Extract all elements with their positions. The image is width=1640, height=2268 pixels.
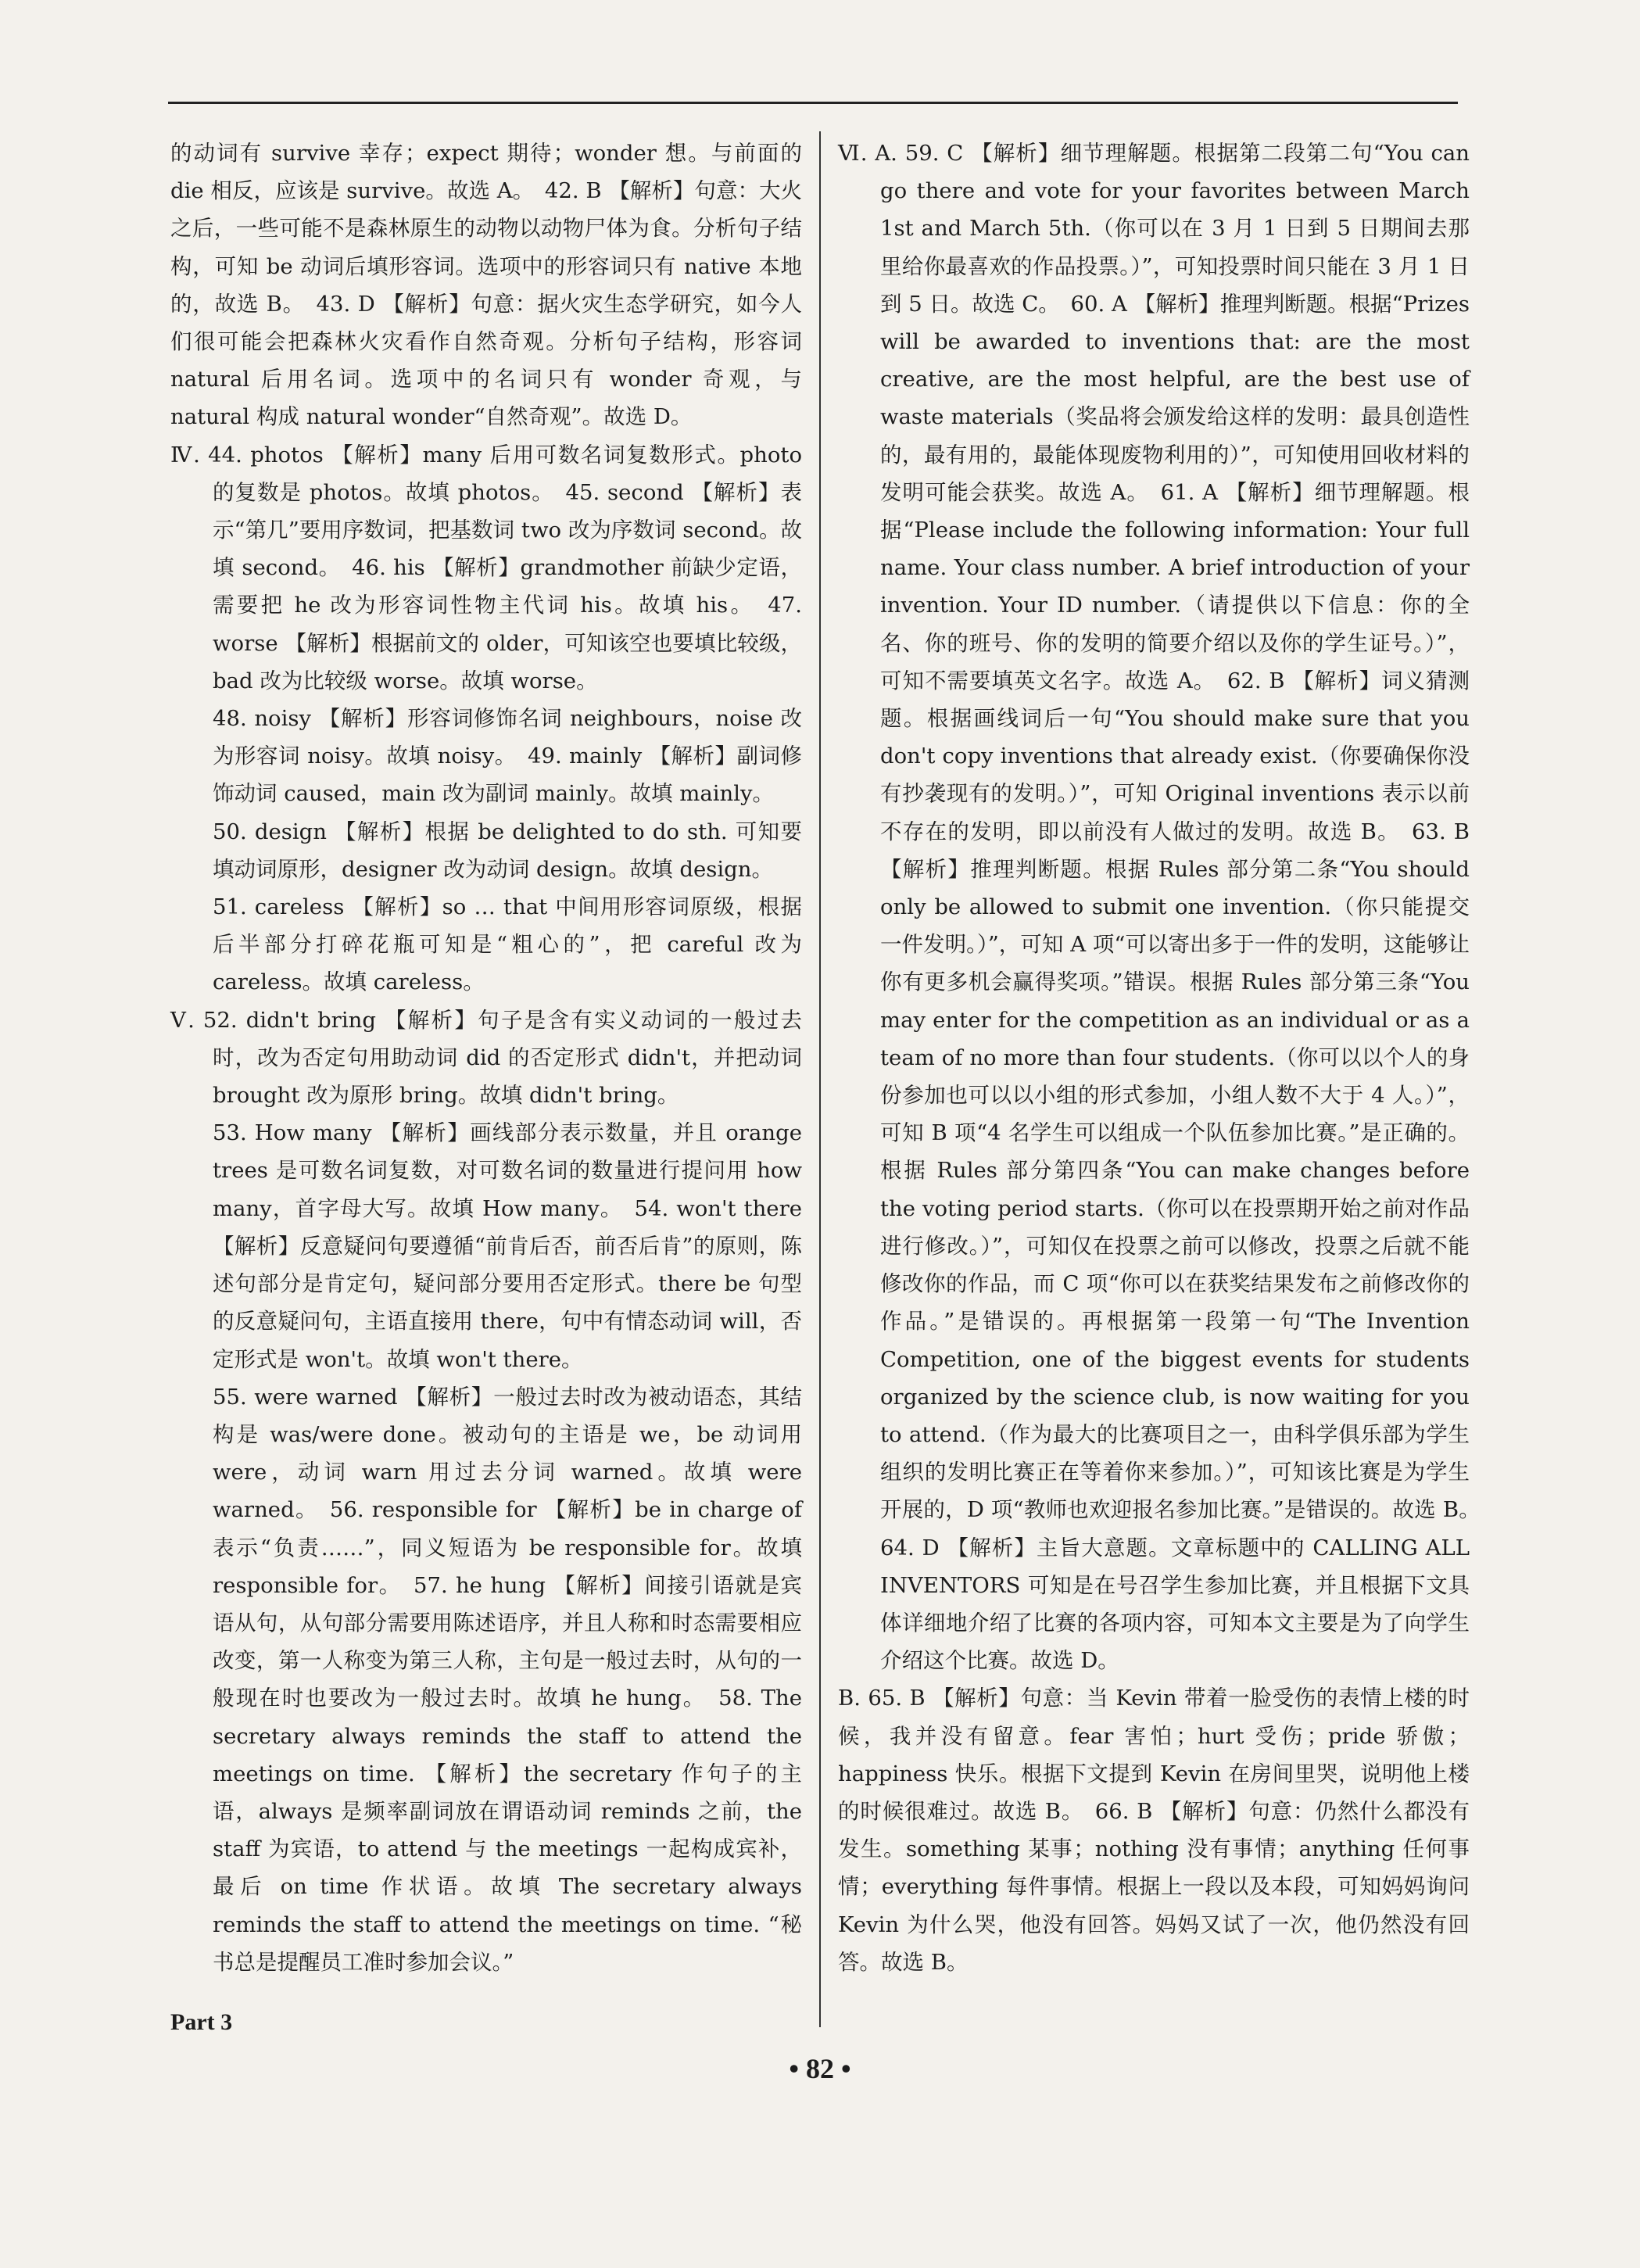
answer-paragraph-53-54: 53. How many 【解析】画线部分表示数量，并且 orange trees 是可数名词复数，对可数名词的数量进行提问用 how many，首字母大写。故填 How many。 54. won't there 【解析】反意疑问句要遵循“前肯后否，前否后肯”的原则，陈述句部分是肯定句，疑问部分要用否定形式。there be 句型的反意疑问句，主语直接用 there，句中有情态动词 will，否定形式是 won't。故填 won't there。 [213,1120,802,1372]
answer-paragraph-50: 50. design 【解析】根据 be delighted to do sth. 可知要填动词原形，designer 改为动词 design。故填 design。 [213,819,802,882]
part-label: Part 3 [170,2009,233,2035]
answer-section-v-52: Ⅴ. 52. didn't bring 【解析】句子是含有实义动词的一般过去时，改为否定句用助动词 did 的否定形式 didn't，并把动词 brought 改为原形 bring。故填 didn't bring。 [170,1007,802,1109]
header-rule [168,102,1458,104]
page-number: • 82 • [789,2053,851,2084]
answer-paragraph-55-58: 55. were warned 【解析】一般过去时改为被动语态，其结构是 was/were done。被动句的主语是 we，be 动词用 were，动词 warn 用过去分词 warned。故填 were warned。 56. responsible for 【解析】be in charge of 表示“负责……”，同义短语为 be responsible for。故填 responsible for。 57. he hung 【解析】间接引语就是宾语从句，从句部分需要用陈述语序，并且人称和时态需要相应改变，第一人称变为第三人称，主句是一般过去时，从句的一般现在时也要改为一般过去时。故填 he hung。 58. The secretary always reminds the staff to attend the meetings on time. 【解析】the secretary 作句子的主语，always 是频率副词放在谓语动词 reminds 之前，the staff 为宾语，to attend 与 the meetings 一起构成宾补，最后 on time 作状语。故填 The secretary always reminds the staff to attend the meetings on time. “秘书总是提醒员工准时参加会议。” [213,1384,802,1975]
answer-paragraph-41-43: 的动词有 survive 幸存；expect 期待；wonder 想。与前面的 die 相反，应该是 survive。故选 A。 42. B 【解析】句意：大火之后，一些可能不是森林原生的动物以动物尸体为食。分析句子结构，可知 be 动词后填形容词。选项中的形容词只有 native 本地的，故选 B。 43. D 【解析】句意：据火灾生态学研究，如今人们很可能会把森林火灾看作自然奇观。分析句子结构，形容词 natural 后用名词。选项中的名词只有 wonder 奇观，与 natural 构成 natural wonder“自然奇观”。故选 D。 [170,141,802,430]
answer-paragraph-48-49: 48. noisy 【解析】形容词修饰名词 neighbours，noise 改为形容词 noisy。故填 noisy。 49. mainly 【解析】副词修饰动词 caused，main 改为副词 mainly。故填 mainly。 [213,706,802,807]
left-column [170,134,802,1981]
right-column [838,134,1491,1981]
answer-paragraph-51: 51. careless 【解析】so … that 中间用形容词原级，根据后半部分打碎花瓶可知是“粗心的”，把 careful 改为 careless。故填 careless。 [213,894,802,995]
answer-section-vi-a-59-64: Ⅵ. A. 59. C 【解析】细节理解题。根据第二段第二句“You can go there and vote for your favorites between March 1st and March 5th.（你可以在 3 月 1 日到 5 日期间去那里给你最喜欢的作品投票。）”，可知投票时间只能在 3 月 1 日到 5 日。故选 C。 60. A 【解析】推理判断题。根据“Prizes will be awarded to inventions that: are the most creative, are the most helpful, are the best use of waste materials（奖品将会颁发给这样的发明：最具创造性的，最有用的，最能体现废物利用的）”，可知使用回收材料的发明可能会获奖。故选 A。 61. A 【解析】细节理解题。根据“Please include the following information: Your full name. Your class number. A brief introduction of your invention. Your ID number.（请提供以下信息：你的全名、你的班号、你的发明的简要介绍以及你的学生证号。）”，可知不需要填英文名字。故选 A。 62. B 【解析】词义猜测题。根据画线词后一句“You should make sure that you don't copy inventions that already exist.（你要确保你没有抄袭现有的发明。）”，可知 Original inventions 表示以前不存在的发明，即以前没有人做过的发明。故选 B。 63. B 【解析】推理判断题。根据 Rules 部分第二条“You should only be allowed to submit one invention.（你只能提交一件发明。）”，可知 A 项“可以寄出多于一件的发明，这能够让你有更多机会赢得奖项。”错误。根据 Rules 部分第三条“You may enter for the competition as an individual or as a team of no more than four students.（你可以以个人的身份参加也可以以小组的形式参加，小组人数不大于 4 人。）”，可知 B 项“4 名学生可以组成一个队伍参加比赛。”是正确的。根据 Rules 部分第四条“You can make changes before the voting period starts.（你可以在投票期开始之前对作品进行修改。）”，可知仅在投票之前可以修改，投票之后就不能修改你的作品，而 C 项“你可以在获奖结果发布之前修改你的作品。”是错误的。再根据第一段第一句“The Invention Competition, one of the biggest events for students organized by the science club, is now waiting for you to attend.（作为最大的比赛项目之一，由科学俱乐部为学生组织的发明比赛正在等着你来参加。）”，可知该比赛是为学生开展的，D 项“教师也欢迎报名参加比赛。”是错误的。故选 B。 64. D 【解析】主旨大意题。文章标题中的 CALLING ALL INVENTORS 可知是在号召学生参加比赛，并且根据下文具体详细地介绍了比赛的各项内容，可知本文主要是为了向学生介绍这个比赛。故选 D。 [838,141,1491,1674]
answer-section-iv-44-47: Ⅳ. 44. photos 【解析】many 后用可数名词复数形式。photo 的复数是 photos。故填 photos。 45. second 【解析】表示“第几”要用序数词，把基数词 two 改为序数词 second。故填 second。 46. his 【解析】grandmother 前缺少定语，需要把 he 改为形容词性物主代词 his。故填 his。 47. worse 【解析】根据前文的 older，可知该空也要填比较级，bad 改为比较级 worse。故填 worse。 [170,442,802,693]
column-divider [819,131,821,2027]
answer-section-vi-b-65-66: B. 65. B 【解析】句意：当 Kevin 带着一脸受伤的表情上楼的时候，我并没有留意。fear 害怕；hurt 受伤；pride 骄傲；happiness 快乐。根据下文提到 Kevin 在房间里哭，说明他上楼的时候很难过。故选 B。 66. B 【解析】句意：仍然什么都没有发生。something 某事；nothing 没有事情；anything 任何事情；everything 每件事情。根据上一段以及本段，可知妈妈询问 Kevin 为什么哭，他没有回答。妈妈又试了一次，他仍然没有回答。故选 B。 [838,1686,1470,1975]
